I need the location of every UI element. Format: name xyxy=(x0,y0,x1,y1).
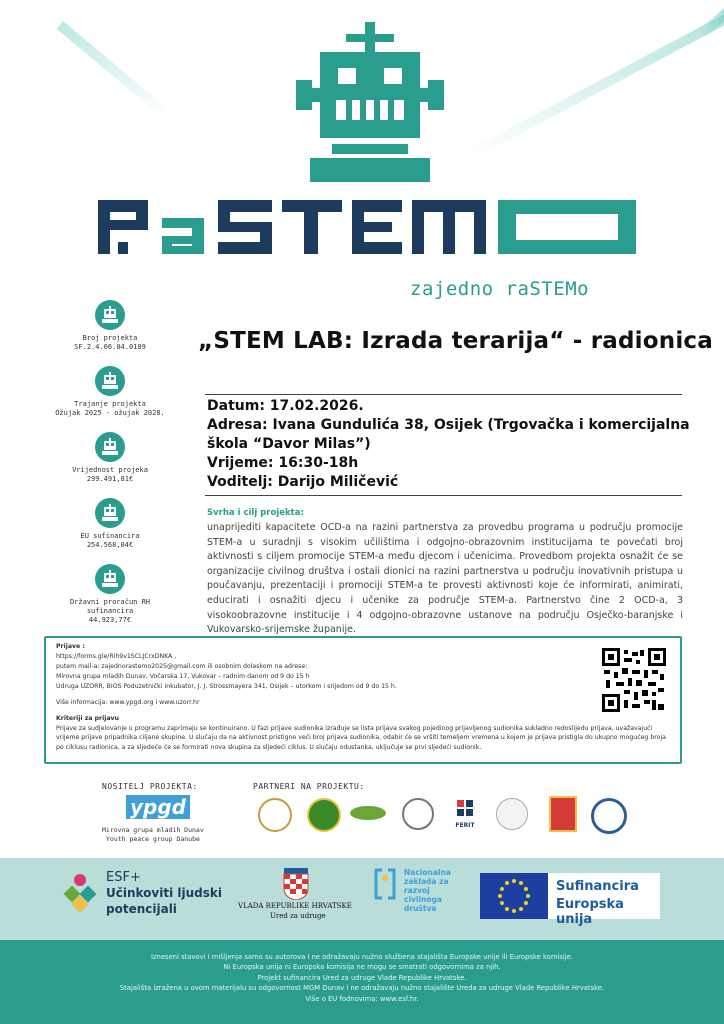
event-title: „STEM LAB: Izrada terarija“ - radionica xyxy=(198,328,713,354)
partner-logo xyxy=(591,798,627,834)
partner-logo-ferit xyxy=(448,798,482,832)
registration-heading: Prijave : xyxy=(56,643,85,650)
ypgd-logo: ypgd xyxy=(126,795,190,819)
decorative-ray xyxy=(697,0,724,39)
esf-programme-2: potencijali xyxy=(106,902,177,916)
registration-email: putem mail-a: zajednorastemo2025@gmail.com ili osobnim dolaskom na adrese: xyxy=(56,663,308,670)
event-address-line1: Adresa: Ivana Gundulića 38, Osijek (Trgovačka i komercijalna xyxy=(207,417,690,433)
partners-heading: PARTNERI NA PROJEKTU: xyxy=(253,782,365,791)
partner-logo xyxy=(258,798,292,832)
nzrcd-line: društva xyxy=(404,904,437,913)
sidebar-project-number xyxy=(55,300,165,352)
criteria-heading: Kriteriji za prijavu xyxy=(56,715,119,722)
robot-icon xyxy=(95,300,125,330)
esf-programme: Učinkoviti ljudski xyxy=(106,886,222,900)
partner-logo xyxy=(307,798,341,832)
decorative-ray xyxy=(57,21,171,119)
brand-tagline: zajedno raSTEMo xyxy=(410,278,590,300)
sidebar-label: Vrijednost projeka xyxy=(72,466,148,474)
gov-office: Ured za udruge xyxy=(270,912,326,920)
registration-form-link[interactable]: https://forms.gle/Rih9v1SCLJCrxDNKA , xyxy=(56,653,177,660)
eu-cofinance-box xyxy=(480,873,660,927)
robot-icon xyxy=(95,564,125,594)
eu-cofinance-label: Sufinancira xyxy=(556,879,639,894)
nzrcd-line: razvoj xyxy=(404,886,430,895)
eu-name: Europska unija xyxy=(556,897,624,927)
disclaimer-line: Izneseni stavovi i mišljenja samo su autorova i ne odražavaju nužno službena stajališta Europske unije ili Europske komisije. xyxy=(150,953,573,961)
disclaimer-line: Stajališta izražena u ovom materijalu su odgovornost MGM Dunav i ne odražavaju nužno stajalište Ureda za udruge Vlade Republike Hrvatske. xyxy=(119,984,605,993)
sidebar-label: Državni proračun RH sufinancira xyxy=(69,598,151,615)
disclaimer-line: Ni Europska unija ni Europska komisija ne mogu se smatrati odgovornima za njih. xyxy=(223,963,501,972)
sidebar-label: EU sufinancira xyxy=(80,532,140,540)
sidebar-state-budget xyxy=(45,564,175,625)
disclaimer-line: Više o EU fodnovima: www.esf.hr. xyxy=(305,994,419,1003)
footer-disclaimer xyxy=(0,940,724,1024)
robot-logo xyxy=(290,22,450,192)
sidebar-value: 44.923,77€ xyxy=(88,616,132,624)
event-address-line2: škola “Davor Milas”) xyxy=(207,436,371,452)
event-time: Vrijeme: 16:30-18h xyxy=(207,455,359,471)
partner-logo xyxy=(549,796,577,832)
decorative-ray xyxy=(468,10,724,160)
divider xyxy=(205,394,682,395)
sidebar-value: 254.568,04€ xyxy=(86,541,134,549)
registration-address-osijek: Udruga UZORR, BIOS Poduzetnički inkubator, J. J. Strossmayera 341, Osijek – utorkom i srijedom od 9 do 15 h. xyxy=(56,683,397,690)
robot-icon xyxy=(95,432,125,462)
disclaimer-line: Projekt sufinancira Ured za udruge Vlade Republike Hrvatske. xyxy=(257,973,467,982)
registration-box xyxy=(44,636,682,764)
partner-logo xyxy=(496,798,528,830)
divider xyxy=(205,495,682,496)
nzrcd-line: Nacionalna xyxy=(404,868,451,877)
croatia-coat-of-arms-icon xyxy=(283,868,309,900)
holder-heading: NOSITELJ PROJEKTA: xyxy=(102,782,198,791)
sidebar-duration xyxy=(55,366,165,418)
sidebar-eu-cofinance xyxy=(55,498,165,550)
nzrcd-logo-icon xyxy=(374,868,396,900)
robot-icon xyxy=(95,498,125,528)
sidebar-label: Broj projekta xyxy=(82,334,138,342)
event-date: Datum: 17.02.2026. xyxy=(207,398,364,414)
partner-logo xyxy=(402,798,434,830)
eu-flag-icon xyxy=(480,873,548,919)
sidebar-value-total xyxy=(55,432,165,484)
partner-logo xyxy=(350,806,386,820)
sidebar-value: Ožujak 2025 - ožujak 2028. xyxy=(55,409,165,417)
esf-label: ESF+ xyxy=(106,870,141,885)
gov-label: VLADA REPUBLIKE HRVATSKE xyxy=(238,902,352,910)
brand-wordmark xyxy=(98,196,638,258)
funders-band xyxy=(0,858,724,940)
ferit-label: FERIT xyxy=(455,822,475,829)
sidebar-value: 299.491,81€ xyxy=(86,475,134,483)
holder-name: Mirovna grupa mladih Dunav xyxy=(102,826,204,834)
purpose-text: unaprijediti kapacitete OCD-a na razini partnerstva za provedbu programa u području promocije STEM-a u suradnji s visokim učilištima i odgojno-obrazovnim institucijama te povećati broj aktivnosti s ciljem promocije STEM-a među djecom i učenicima. Provedbom projekta osnažit će se organizacije civilnog društva i ostali dionici na razini partnerstva u području inovativnih pristupa u poučavanju, prezentaciji i promociji STEM-a te provesti aktivnosti koje će informirati, animirati, educirati i osnažiti djecu i učenike za područje STEM-a. Partnerstvo čine 2 OCD-a, 3 visokoobrazovne institucije i 4 odgojno-obrazovne ustanove na području Osječko-baranjske i Vukovarsko-srijemske županije. xyxy=(207,522,683,636)
sidebar-label: Trajanje projekta xyxy=(74,400,146,408)
nzrcd-line: zaklada za xyxy=(404,877,449,886)
event-leader: Voditelj: Darijo Miličević xyxy=(207,474,399,490)
criteria-text: Prijave za sudjelovanje u programu zaprimaju se kontinuirano. U fazi prijave sudionika izrađuje se lista prijava svakog pojedinog prijavljenog sudionika sukladno redoslijedu prijava, uvažavajući vrijeme prijave pripadnika ciljane skupine. U slučaju da na aktivnost pristigne veći broj prijava sudionika, odabir će se vršiti temeljem vremena u kojem je prijava pristigla do ukupno mogućeg broja po ciklusu radionica, a za sljedeće će se formirati nova skupina za sljedeći ciklus. U slučaju odustanka, uključuje se prvi sljedeći sudionik. xyxy=(56,725,666,751)
purpose-heading: Svrha i cilj projekta: xyxy=(207,508,304,518)
nzrcd-line: civilnoga xyxy=(404,895,442,904)
registration-more-info: Više informacija: www.ypgd.org i www.uzorr.hr xyxy=(56,699,200,706)
sidebar-value: SF.2.4.06.04.0109 xyxy=(74,343,146,351)
qr-code[interactable] xyxy=(602,648,666,712)
holder-name-en: Youth peace group Danube xyxy=(106,835,200,843)
registration-address-vukovar: Mirovna grupa mladih Dunav, Vočarska 17, Vukovar – radnim danom od 9 do 15 h xyxy=(56,673,310,680)
robot-icon xyxy=(95,366,125,396)
esf-logo-icon xyxy=(62,872,98,912)
